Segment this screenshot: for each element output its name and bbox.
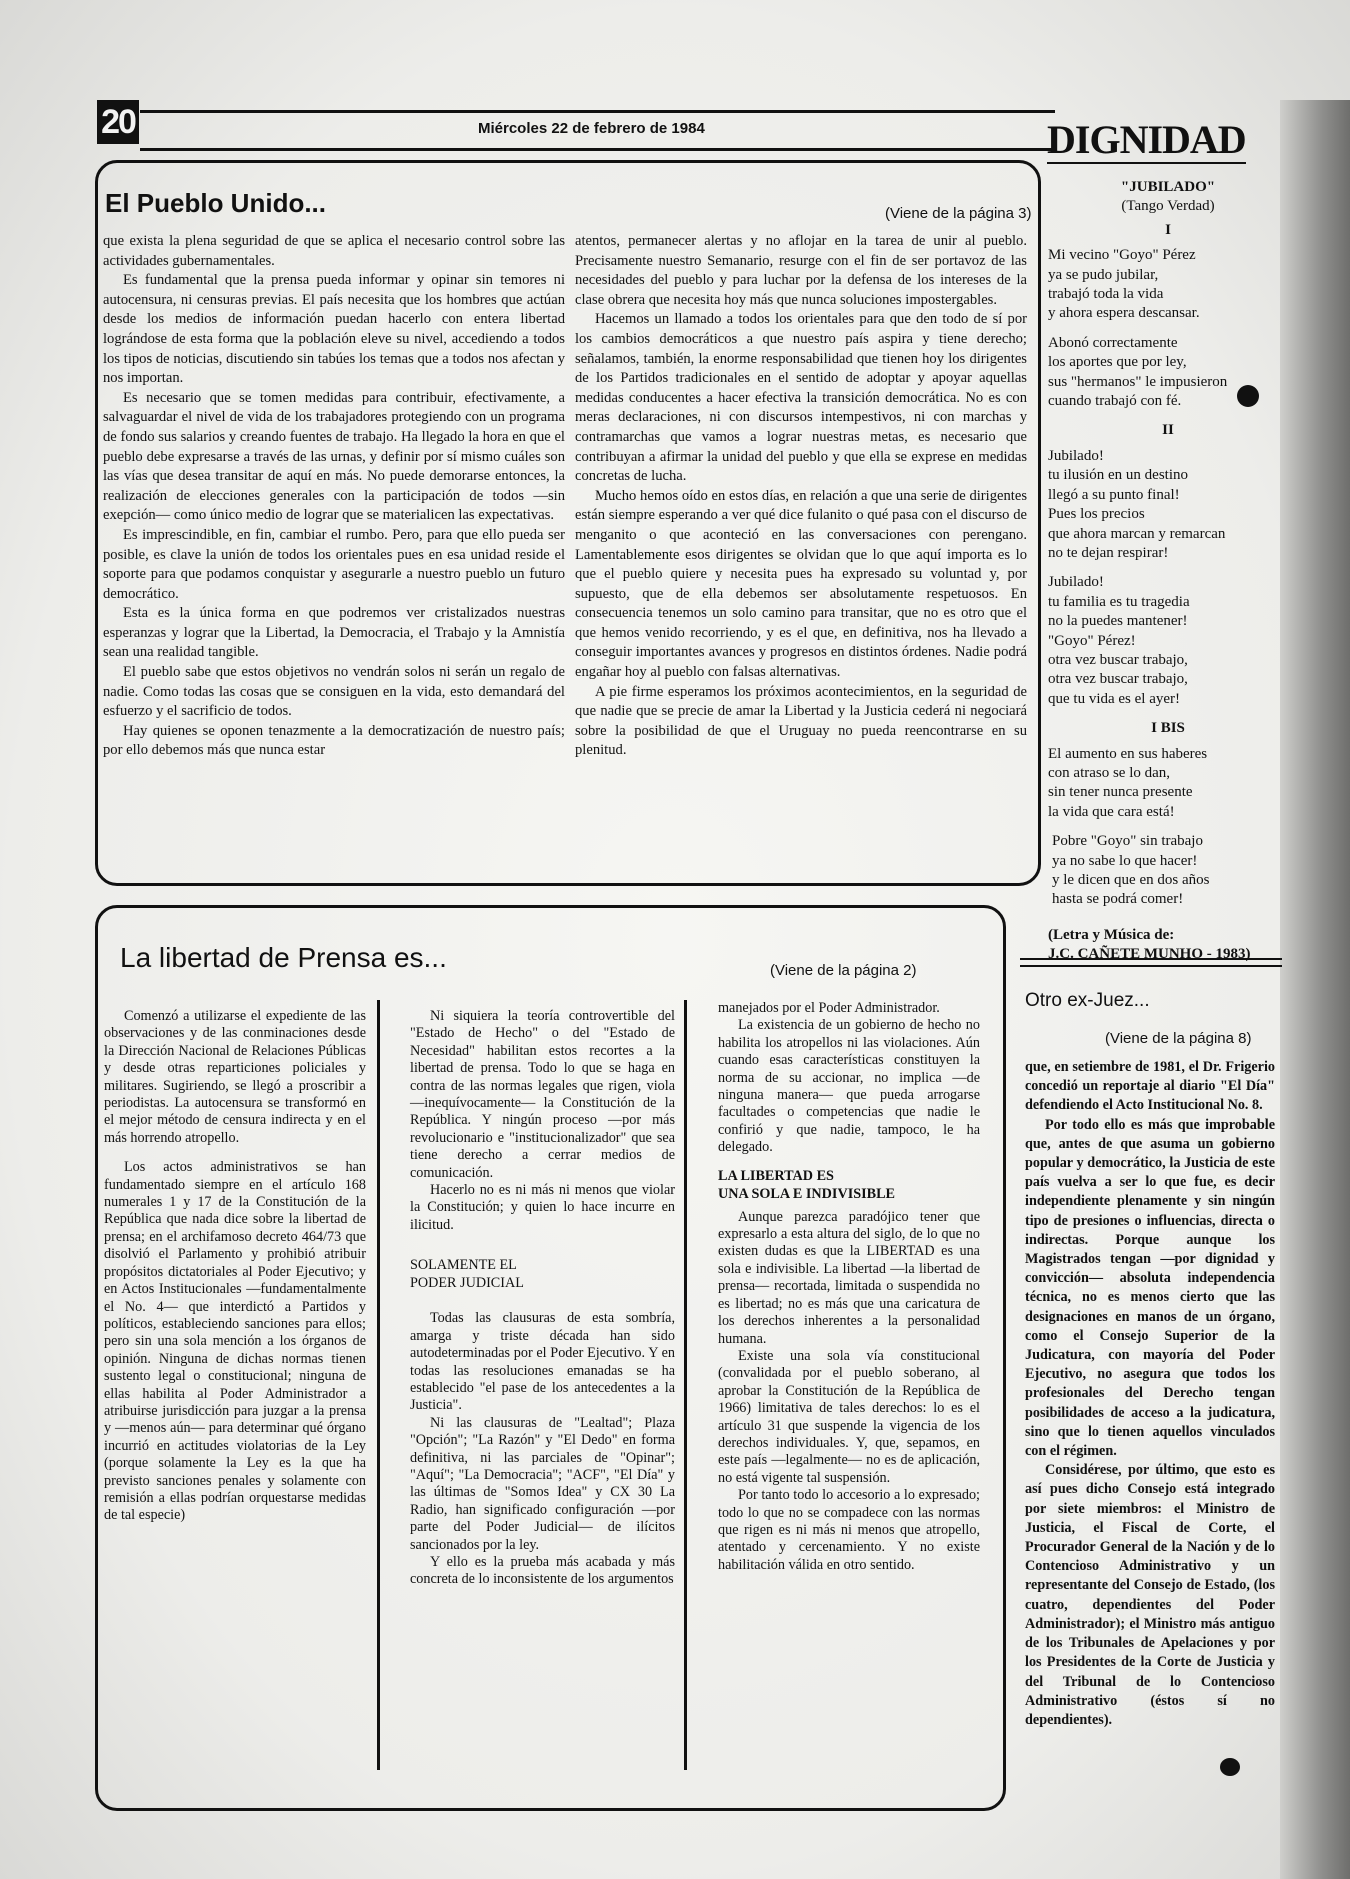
paragraph: Es imprescindible, en fin, cambiar el rumbo. Pero, para que ello pueda ser posible, es clave la unión de todos los orientales pues en esa unidad reside el soporte para que podamos conquistar y asegurarle a nuestro pueblo un futuro democrático.: [103, 526, 565, 602]
poem-line: Jubilado!: [1048, 447, 1104, 464]
stanza: [1048, 246, 1288, 324]
article-column-otro-ex-juez: [1025, 1058, 1275, 1730]
poem-line: y ahora espera descansar.: [1048, 305, 1200, 322]
paragraph: Hay quienes se oponen tenazmente a la democratización de nuestro país; por ello debemos más que nunca estar: [103, 722, 565, 759]
paragraph: Y ello es la prueba más acabada y más concreta de lo inconsistente de los argumentos: [410, 1553, 675, 1588]
paragraph: La existencia de un gobierno de hecho no habilita los atropellos ni las violaciones. Aún cuando esas características constituyen la norma de su accionar, no implica —de ninguna manera— que pueda arrogarse facultades o competencias que nadie le confirió y que nadie, tampoco, le ha delegado.: [718, 1017, 980, 1156]
stanza-label: I: [1165, 221, 1171, 238]
poem-line: "Goyo" Pérez!: [1048, 632, 1136, 649]
header-rule-bottom: [140, 148, 1055, 151]
paragraph: Mucho hemos oído en estos días, en relación a que una serie de dirigentes están siempre esperando a ver qué dice fulanito o qué pasa con el discurso de menganito o que aconteció en las conversaciones con perengano. Lamentablemente esos dirigentes se olvidan que lo que aquí importa es lo que el pueblo quiere y necesita pues ha expresado su voluntad y, por supuesto, que de ella debemos ser absolutamente respetuosos. En consecuencia tenemos un solo camino para transitar, que no es otro que el que hemos venido recorriendo, y es el que, en definitiva, nos ha llevado a conseguir importantes avances y progresos en distintos órdenes. Nadie podrá engañar hoy al pueblo con falsas alternativas.: [575, 487, 1027, 681]
poem-line: ya se pudo jubilar,: [1048, 266, 1159, 283]
paragraph: Comenzó a utilizarse el expediente de las observaciones y de las conminaciones desde la Dirección Nacional de Relaciones Públicas y desde otras reparticiones policiales y militares. Sugiriendo, se llegó a proscribir a periodistas. La autocensura se transformó en el mejor método de censura indirecta y en el más horrendo atropello.: [104, 1008, 366, 1146]
paragraph: que exista la plena seguridad de que se aplica el necesario control sobre las actividades gubernamentales.: [103, 233, 565, 269]
paragraph: Existe una sola vía constitucional (convalidada por el pueblo soberano, al aprobar la Constitución de la República de 1966) limitativa de tales derechos: lo es el artículo 31 que suspende la vigencia de los derechos individuales. Y, que, sepamos, en este país —legalmente— no es de aplicación, no está vigente tal suspensión.: [718, 1347, 980, 1486]
poem-line: Pues los precios: [1048, 506, 1145, 523]
dateline: Miércoles 22 de febrero de 1984: [478, 120, 705, 137]
paragraph: Por tanto todo lo accesorio a lo expresado; todo lo que no se compadece con las normas que rigen es ni más ni menos que atropello, atentado y cercenamiento. Y no existe habilitación válida en otro sentido.: [718, 1487, 980, 1573]
subheading: [410, 1256, 675, 1292]
stanza: [1048, 745, 1288, 823]
credit-line: J.C. CAÑETE MUNHO - 1983): [1048, 946, 1251, 963]
subheading-line: SOLAMENTE EL: [410, 1257, 517, 1274]
poem-line: no te dejan respirar!: [1048, 544, 1169, 561]
double-rule-divider: [1020, 958, 1282, 967]
continued-from: (Viene de la página 8): [1105, 1030, 1252, 1047]
paragraph: Aunque parezca paradójico tener que expresarlo a esta altura del siglo, de lo que no existen dudas es que la LIBERTAD es una sola e indivisible. La libertad —la libertad de prensa— recortada, limitada o suspendida no es libertad; no es más que una caricatura de los derechos inherentes a la personalidad humana.: [718, 1208, 980, 1347]
poem-title: "JUBILADO": [1120, 179, 1216, 195]
paragraph: Los actos administrativos se han fundamentado siempre en el artículo 168 numerales 1 y 17 de la Constitución de la República que nada dice sobre la libertad de prensa; en el archifamoso decreto 464/73 que disolvió el Parlamento y prohibió atribuir propósitos dictatoriales al Poder Ejecutivo; y en Actos Institucionales —fundamentalmente el No. 4— que interdictó a Partidos y políticos, estableciendo sanciones para ellos; pero sin una sola mención a los órganos de opinión. Ninguna de dichas normas tienen sustento legal o constitucional; ninguna de ellas habilita al Poder Administrador a atribuirse jurisdicción para juzgar a la prensa y —menos aún— para determinar qué órgano incurrió en actitudes violatorias de la Ley (porque solamente la Ley es la que ha previsto sanciones penales y solamente con remisión a ellas podrían orquestarse medidas de tal especie): [104, 1159, 366, 1524]
poem-line: no la puedes mantener!: [1048, 613, 1188, 630]
poem-line: que ahora marcan y remarcan: [1048, 525, 1226, 542]
paragraph: Por todo ello es más que improbable que, antes de que asuma un gobierno popular y democrático, la Justicia de este país vuelva a ser lo que fue, es decir independiente plenamente y sin ningún tipo de presiones o influencias, directa o indirectas. Porque aunque los Magistrados tengan —por dignidad y convicción— absoluta independencia técnica, no es menos cierto que las designaciones en manos de un órgano, como el Consejo Superior de la Judicatura, con mayoría del Poder Ejecutivo, no asegura que todos los profesionales del Derecho tengan posibilidades de acceso a la judicatura, sino que lo tienen aquellos vinculados con el régimen.: [1025, 1116, 1275, 1460]
poem-line: sus "hermanos" le impusieron: [1048, 373, 1228, 390]
article-title: Otro ex-Juez...: [1025, 990, 1150, 1011]
poem-line: Mi vecino "Goyo" Pérez: [1048, 247, 1196, 264]
paragraph: Es necesario que se tomen medidas para contribuir, efectivamente, a salvaguardar el nivel de vida de los trabajadores protegiendo con un programa de fondo sus salarios y creando fuentes de trabajo. Ha llegado la hora en que el pueblo debe expresarse a través de las urnas, y definir por sí mismo cuáles son las vías que desea transitar de aquí en más. No puede demorarse entonces, la realización de elecciones generales con la participación de todos —sin exepción— como único medio de lograr que se materialicen las expectativas.: [103, 389, 565, 524]
header-rule-top: [140, 110, 1055, 113]
paragraph: Ni las clausuras de "Lealtad"; Plaza "Opción"; "La Razón" y "El Dedo" en forma definitiva, ni las parciales de "Opinar"; "Aquí"; "La Democracia"; "ACF", "El Día" y las últimas de "Somos Idea" y CX 30 La Radio, han significado configuración —por parte del Poder Judicial— de ilícitos sancionados por la ley.: [410, 1414, 675, 1553]
paragraph: A pie firme esperamos los próximos acontecimientos, en la seguridad de que nadie que se precie de amar la Libertad y la Justicia cederá ni negociará sobre la posibilidad de que el Uruguay no pueda reencontrarse en su plenitud.: [575, 683, 1027, 759]
paragraph: Hacerlo no es ni más ni menos que violar la Constitución; y quien lo hace incurre en ilicitud.: [410, 1182, 675, 1233]
stanza: [1048, 447, 1288, 563]
subheading-line: UNA SOLA E INDIVISIBLE: [718, 1185, 896, 1202]
paragraph: Esta es la única forma en que podremos ver cristalizados nuestras esperanzas y lograr que la Libertad, la Democracia, el Trabajo y la Amnistía sean una realidad tangible.: [103, 605, 565, 661]
poem-line: cuando trabajó con fé.: [1048, 393, 1182, 410]
masthead: DIGNIDAD: [1047, 117, 1246, 162]
poem-line: Abonó correctamente: [1048, 334, 1178, 351]
poem-line: llegó a su punto final!: [1048, 486, 1180, 503]
paragraph: Es fundamental que la prensa pueda informar y opinar sin temores ni autocensura, ni censuras previas. El país necesita que los hombres que actúan desde los medios de información puedan hacerlo con entera libertad lográndose de esta forma que la población eleve su nivel, accediendo a todos los tipos de noticias, discutiendo sin tabúes los temas que a todos nos afectan y nos importan.: [103, 272, 565, 387]
poem-line: otra vez buscar trabajo,: [1048, 671, 1188, 688]
poem-line: Pobre "Goyo" sin trabajo: [1052, 833, 1203, 850]
poem-jubilado: [1048, 178, 1288, 965]
stanza-label: II: [1162, 422, 1174, 439]
stanza: [1048, 832, 1288, 910]
ink-blot: [1237, 385, 1259, 407]
continued-from: (Viene de la página 2): [770, 962, 917, 979]
poem-line: que tu vida es el ayer!: [1048, 690, 1181, 707]
poem-line: ya no sabe lo que hacer!: [1052, 852, 1198, 869]
article-title: El Pueblo Unido...: [105, 188, 326, 218]
poem-line: con atraso se lo dan,: [1048, 764, 1171, 781]
poem-line: la vida que cara está!: [1048, 803, 1175, 820]
credit-line: (Letra y Música de:: [1048, 926, 1175, 943]
column-rule: [684, 1000, 687, 1770]
poem-line: sin tener nunca presente: [1048, 784, 1193, 801]
page-number: 20: [97, 100, 139, 144]
poem-line: los aportes que por ley,: [1048, 354, 1187, 371]
article-column-3: [718, 1000, 980, 1574]
subheading-line: LA LIBERTAD ES: [718, 1167, 834, 1184]
article-column-2: [575, 232, 1027, 761]
article-column-1: [104, 1008, 366, 1525]
paragraph: Ni siquiera la teoría controvertible del "Estado de Hecho" o del "Estado de Necesidad" habilitan estos recortes a la libertad de prensa. Todo lo que se haga en contra de las normas legales que rigen, viola —inequívocamente— la Constitución de la República. Y ningún proceso —por más revolucionario e "institucionalizador" que sea tiene derecho a cerrar medios de comunicación.: [410, 1008, 675, 1181]
article-title: La libertad de Prensa es...: [120, 942, 447, 973]
article-column-2: [410, 1008, 675, 1589]
article-column-1: [103, 232, 565, 761]
stanza-label: I BIS: [1151, 720, 1185, 737]
stanza: [1048, 573, 1288, 709]
paragraph: que, en setiembre de 1981, el Dr. Frigerio concedió un reportaje al diario "El Día" defendiendo el Acto Institucional No. 8.: [1025, 1059, 1275, 1114]
column-rule: [377, 1000, 380, 1770]
paragraph: El pueblo sabe que estos objetivos no vendrán solos ni serán un regalo de nadie. Como todas las cosas que se consiguen en la vida, esto demandará del esfuerzo y el sacrificio de todos.: [103, 664, 565, 720]
page-edge-shadow: [1280, 100, 1350, 1879]
poem-line: tu ilusión en un destino: [1048, 467, 1188, 484]
poem-line: y le dicen que en dos años: [1052, 872, 1210, 888]
poem-line: El aumento en sus haberes: [1048, 745, 1208, 762]
paragraph: Todas las clausuras de esta sombría, amarga y triste década han sido autodeterminadas por el Poder Ejecutivo. Y en todas las resoluciones emanadas se ha establecido "el pase de los antecedentes a la Justicia".: [410, 1310, 675, 1414]
paragraph: Considérese, por último, que esto es así pues dicho Consejo está integrado por siete miembros: el Ministro de Justicia, el Fiscal de Corte, el Procurador General de la Nación y de lo Contencioso Administrativo y un representante del Consejo de Estado, (los cuatro, dependientes del Poder Administrador); el Ministro más antiguo de los Tribunales de Apelaciones y por los Presidentes de la Corte de Justicia y del Tribunal de lo Contencioso Administrativo (éstos sí no dependientes).: [1025, 1462, 1275, 1728]
paragraph: atentos, permanecer alertas y no aflojar en la tarea de unir al pueblo. Precisamente nuestro Semanario, resurge con el fin de ser portavoz de las necesidades del pueblo y para luchar por la defensa de los intereses de la clase obrera que necesita hoy más que nunca soluciones impostergables.: [575, 233, 1027, 308]
continued-from: (Viene de la página 3): [885, 205, 1032, 222]
poem-line: otra vez buscar trabajo,: [1048, 651, 1188, 668]
poem-line: tu familia es tu tragedia: [1048, 593, 1190, 610]
poem-subtitle: (Tango Verdad): [1121, 198, 1215, 215]
subheading-line: PODER JUDICIAL: [410, 1275, 524, 1292]
subheading: [718, 1167, 980, 1203]
poem-line: hasta se podrá comer!: [1052, 891, 1184, 908]
ink-blot: [1220, 1758, 1240, 1776]
paragraph: Hacemos un llamado a todos los orientales para que den todo de sí por los cambios democráticos a que nuestro país aspira y tiene derecho; señalamos, también, la enorme responsabilidad que tienen hoy los dirigentes de los Partidos tradicionales en el sentido de adoptar y apoyar aquellas medidas conducentes a hacer efectiva la transición democrática. No es con meras declaraciones, ni con discursos intempestivos, ni con marchas y contramarchas que vamos a lograr nuestras metas, es necesario que contribuyan a afirmar la unidad del pueblo y que ella se exprese en medidas concretas de lucha.: [575, 311, 1027, 485]
poem-line: Jubilado!: [1048, 574, 1104, 591]
poem-line: trabajó toda la vida: [1048, 286, 1164, 303]
paragraph: manejados por el Poder Administrador.: [718, 1000, 940, 1016]
